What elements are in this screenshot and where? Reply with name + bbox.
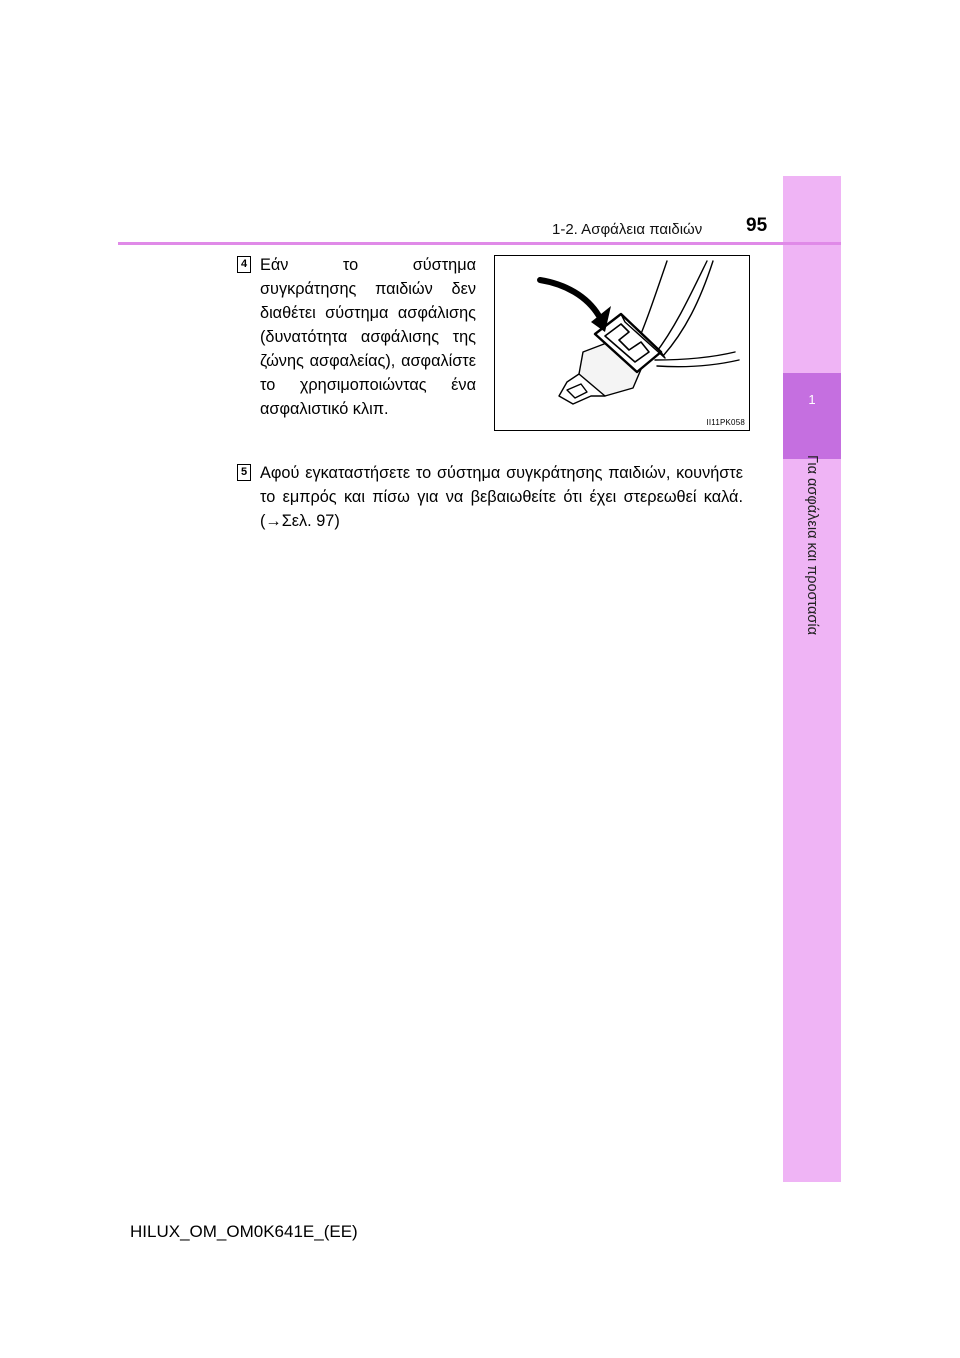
locking-clip-figure (494, 255, 750, 431)
step-5-badge: 5 (237, 464, 251, 481)
chapter-side-tab (783, 176, 841, 1182)
step-4-badge: 4 (237, 256, 251, 273)
footer-doc-code: HILUX_OM_OM0K641E_(EE) (130, 1222, 358, 1241)
chapter-side-tab-active[interactable] (783, 373, 841, 459)
header-divider (118, 242, 841, 245)
section-title: 1-2. Ασφάλεια παιδιών (552, 221, 703, 238)
page-number: 95 (746, 215, 768, 236)
seatbelt-locking-clip-illustration (495, 256, 749, 430)
step-5-text: Αφού εγκαταστήσετε το σύστημα συγκράτησης παιδιών, κουνήστε το εμπρός και πίσω για να βεβαιωθείτε ότι έχει στερεωθεί καλά. (→Σελ. 97) (260, 464, 743, 530)
step-4-text: Εάν το σύστημα συγκράτησης παιδιών δεν διαθέτει σύστημα ασφάλισης (δυνατότητα ασφάλισης της ζώνης ασφαλείας), ασφαλίστε το χρησιμοποιώντας ένα ασφαλιστικό κλιπ. (260, 256, 476, 418)
figure-code: II11PK058 (706, 418, 745, 427)
chapter-title: Για ασφάλεια και προστασία (804, 455, 820, 635)
chapter-number: 1 (808, 392, 816, 407)
